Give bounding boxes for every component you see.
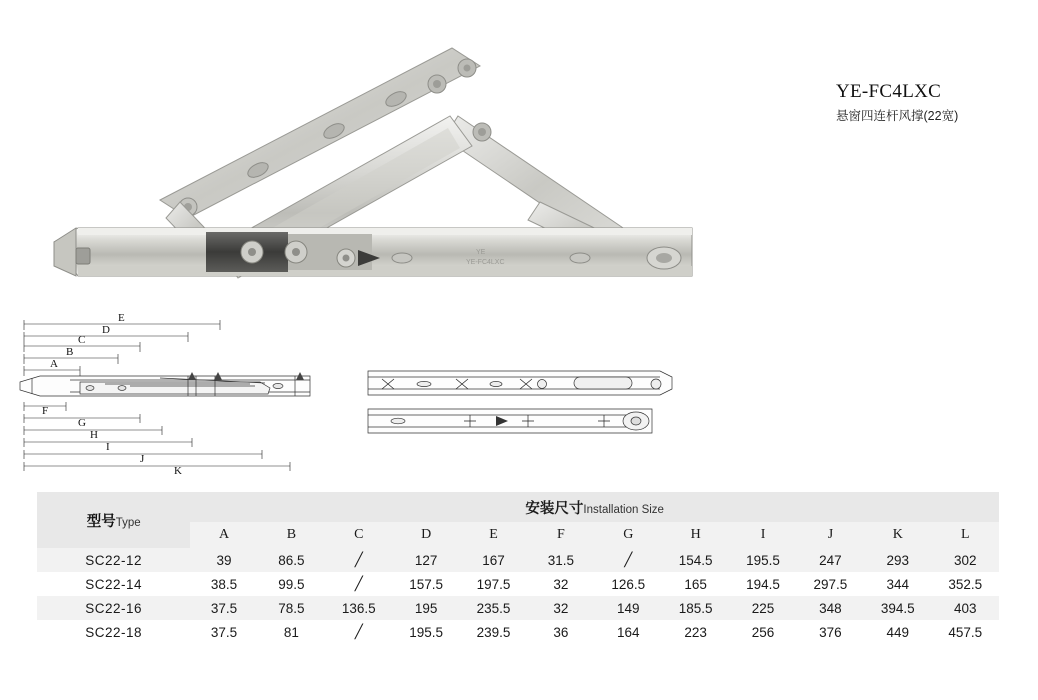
cell-F: 32: [553, 576, 569, 592]
dim-label-G: G: [78, 417, 86, 429]
cell-H: 154.5: [662, 548, 729, 572]
column-header-K: K: [864, 522, 931, 548]
cell-C: 136.5: [325, 596, 392, 620]
cell-C: ╱: [354, 576, 363, 591]
model-code: YE-FC4LXC: [836, 81, 942, 102]
specification-table: [37, 492, 999, 644]
dim-label-E: E: [118, 312, 125, 324]
rail-detail-svg: [360, 355, 690, 445]
cell-J: 297.5: [813, 576, 848, 592]
column-header-D: D: [392, 522, 459, 548]
dimension-drawing-right: [360, 355, 690, 445]
cell-E: 197.5: [476, 576, 511, 592]
dim-label-B: B: [66, 346, 74, 358]
header-size-cn: 安装尺寸: [525, 500, 584, 517]
column-header-C: C: [325, 522, 392, 548]
column-header-H: H: [662, 522, 729, 548]
table-row: [37, 548, 999, 572]
cell-K: 394.5: [864, 596, 931, 620]
cell-J: 348: [797, 596, 864, 620]
cell-J: 247: [797, 548, 864, 572]
dim-label-H: H: [90, 429, 98, 441]
cell-E: 239.5: [476, 624, 511, 640]
cell-L: 302: [931, 548, 999, 572]
cell-K: 293: [864, 548, 931, 572]
cell-A: 39: [190, 548, 257, 572]
cell-L: 457.5: [948, 624, 983, 640]
cell-K: 344: [886, 576, 910, 592]
svg-text:YE-FC4LXC: YE-FC4LXC: [466, 259, 505, 266]
cell-E: 235.5: [460, 596, 527, 620]
cell-B: 86.5: [258, 548, 325, 572]
cell-A: 37.5: [210, 624, 238, 640]
cell-L: 352.5: [948, 576, 983, 592]
header-size-en: Installation Size: [583, 503, 664, 516]
table-row: [37, 620, 999, 644]
cell-A: 37.5: [190, 596, 257, 620]
row-type: SC22-16: [37, 596, 190, 620]
row-type: SC22-12: [37, 548, 190, 572]
table-row: [37, 572, 999, 596]
column-header-E: E: [460, 522, 527, 548]
cell-G: 164: [617, 624, 640, 640]
cell-L: 403: [931, 596, 999, 620]
cell-F: 36: [553, 624, 569, 640]
cell-D: 157.5: [409, 576, 444, 592]
cell-J: 376: [819, 624, 842, 640]
product-photo: [20, 20, 720, 280]
cell-H: 165: [684, 576, 707, 592]
row-type: SC22-18: [85, 624, 143, 640]
header-size-cell: [190, 492, 999, 522]
cell-C: ╱: [354, 624, 363, 639]
column-header-A: A: [190, 522, 257, 548]
cell-H: 223: [684, 624, 707, 640]
cell-K: 449: [886, 624, 910, 640]
cell-H: 185.5: [662, 596, 729, 620]
dim-label-K: K: [174, 465, 182, 477]
dim-label-A: A: [50, 358, 58, 370]
cell-F: 32: [527, 596, 594, 620]
cell-F: 31.5: [527, 548, 594, 572]
header-type-en: Type: [115, 516, 141, 529]
hinge-photo-illustration: [20, 20, 720, 280]
column-header-J: J: [797, 522, 864, 548]
cell-E: 167: [460, 548, 527, 572]
column-header-G: G: [595, 522, 662, 548]
table-header-row: [37, 492, 999, 522]
cell-G: 149: [595, 596, 662, 620]
model-description: 悬窗四连杆风撑(22宽): [836, 108, 959, 123]
dim-label-D: D: [102, 324, 110, 336]
row-type: SC22-14: [85, 576, 143, 592]
cell-A: 38.5: [210, 576, 238, 592]
cell-D: 195: [392, 596, 459, 620]
header-type-cell: [37, 492, 190, 548]
column-header-L: L: [931, 522, 999, 548]
svg-text:YE: YE: [476, 249, 486, 256]
cell-G: ╱: [595, 548, 662, 572]
column-header-I: I: [729, 522, 796, 548]
dim-label-F: F: [42, 405, 49, 417]
dim-label-J: J: [140, 453, 145, 465]
table-row: [37, 596, 999, 620]
cell-B: 99.5: [278, 576, 305, 592]
cell-D: 195.5: [409, 624, 444, 640]
header-type-cn: 型号: [86, 513, 116, 530]
cell-C: ╱: [325, 548, 392, 572]
cell-D: 127: [392, 548, 459, 572]
dim-label-I: I: [106, 441, 110, 453]
cell-I: 195.5: [729, 548, 796, 572]
dim-label-C: C: [78, 334, 86, 346]
cell-B: 81: [283, 624, 299, 640]
column-header-F: F: [527, 522, 594, 548]
cell-I: 256: [751, 624, 775, 640]
cell-I: 194.5: [746, 576, 780, 592]
title-block: [836, 82, 1036, 124]
column-header-B: B: [258, 522, 325, 548]
cell-I: 225: [729, 596, 796, 620]
cell-G: 126.5: [611, 576, 646, 592]
cell-B: 78.5: [258, 596, 325, 620]
